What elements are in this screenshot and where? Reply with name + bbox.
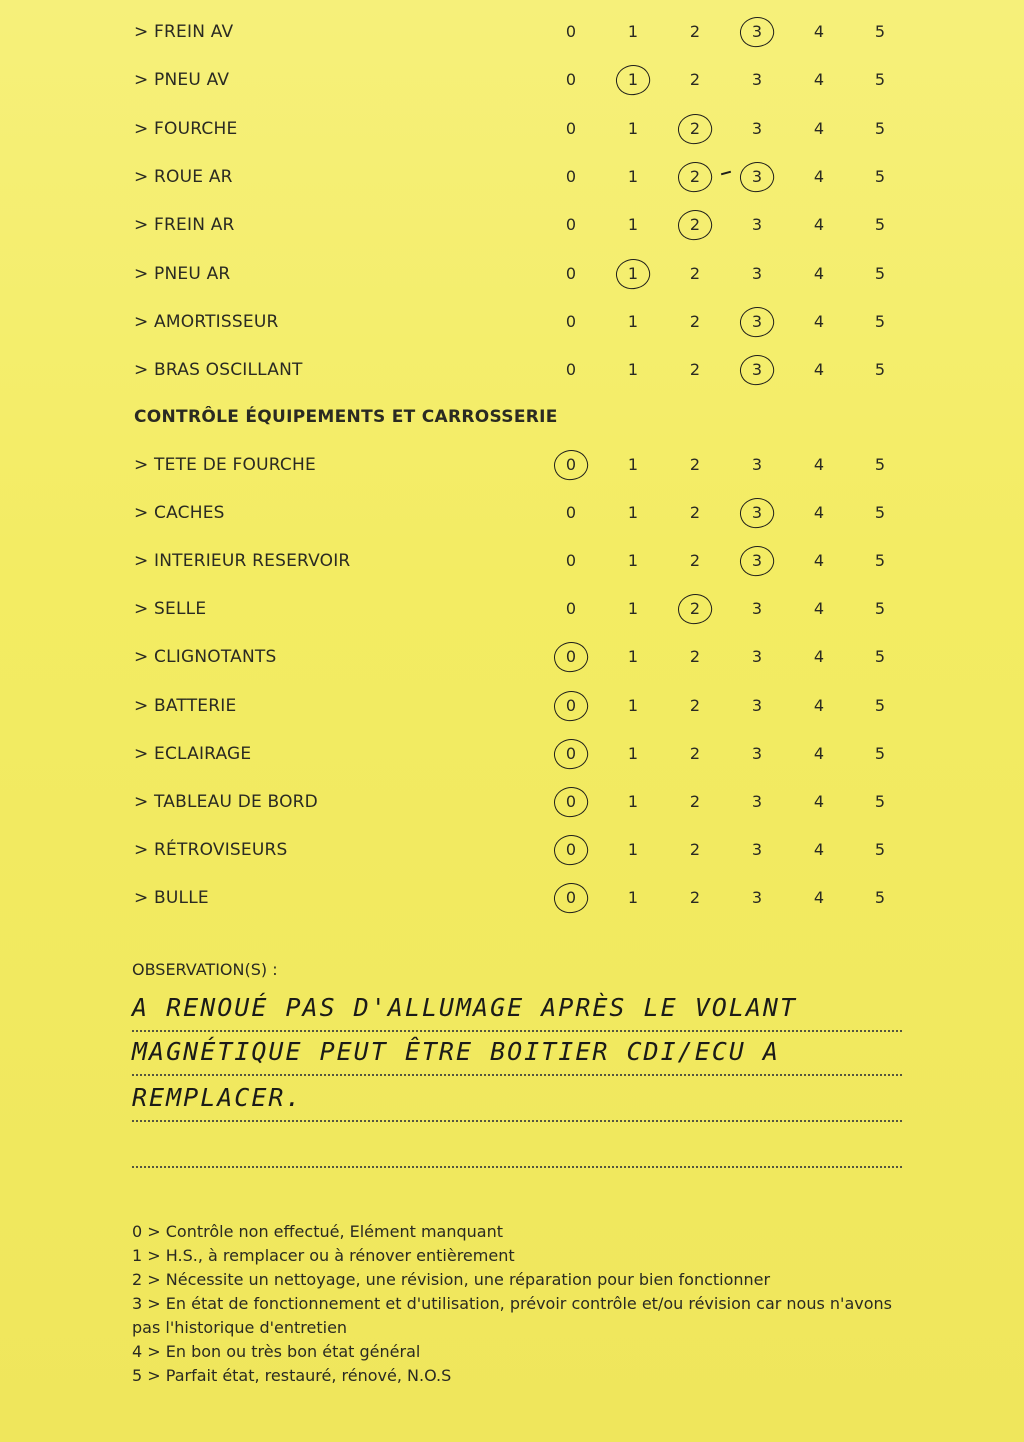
- score-value: 5: [874, 455, 886, 474]
- score-value: 0: [565, 22, 577, 41]
- score-option-2: [683, 691, 707, 721]
- score-option-1: [621, 498, 645, 528]
- score-value: 0: [565, 215, 577, 235]
- score-value: 1: [627, 791, 639, 811]
- score-value: 5: [874, 551, 886, 571]
- score-value: 3: [751, 503, 763, 523]
- rating-row: [0, 259, 1024, 289]
- score-value: 2: [689, 743, 701, 763]
- score-value: 3: [751, 118, 763, 138]
- score-option-5: [868, 259, 892, 289]
- score-option-2: [683, 17, 707, 47]
- score-option-2: [683, 594, 707, 624]
- score-option-2: [683, 114, 707, 144]
- observations-title: OBSERVATION(S) :: [132, 960, 278, 979]
- rating-legend: [132, 1220, 902, 1388]
- rating-row: [0, 210, 1024, 240]
- score-value: 2: [689, 503, 701, 523]
- score-option-5: [868, 307, 892, 337]
- score-value: 2: [689, 311, 701, 331]
- score-value: 0: [565, 695, 577, 715]
- score-option-5: [868, 691, 892, 721]
- score-value: 0: [565, 263, 577, 283]
- score-option-1: [621, 114, 645, 144]
- score-value: 0: [565, 118, 577, 138]
- score-value: 4: [813, 695, 825, 715]
- rating-row-label: > CACHES: [134, 503, 225, 524]
- score-value: 5: [874, 360, 886, 380]
- rating-row-label: > AMORTISSEUR: [134, 311, 279, 332]
- legend-item: 3 > En état de fonctionnement et d'utilisation, prévoir contrôle et/ou révision car nous n'avons pas l'historique d'entretien: [132, 1294, 892, 1337]
- score-value: 3: [751, 887, 763, 907]
- score-value: 2: [689, 599, 701, 619]
- score-option-5: [868, 594, 892, 624]
- score-option-5: [868, 17, 892, 47]
- rating-row: [0, 835, 1024, 865]
- range-dash: [721, 171, 731, 176]
- score-value: 0: [565, 599, 577, 619]
- score-value: 2: [689, 455, 701, 474]
- rating-row-label: > FREIN AR: [134, 215, 235, 236]
- rating-row: [0, 594, 1024, 624]
- score-value: 5: [874, 599, 886, 619]
- score-option-5: [868, 210, 892, 240]
- rating-row: [0, 546, 1024, 576]
- observation-line: MAGNÉTIQUE PEUT ÊTRE BOITIER CDI/ECU A: [132, 1030, 902, 1076]
- score-value: 4: [813, 791, 825, 811]
- score-value: 5: [874, 215, 886, 235]
- score-option-2: [683, 450, 707, 480]
- rating-row-label: > BRAS OSCILLANT: [134, 360, 303, 381]
- score-value: 5: [874, 839, 886, 859]
- score-value: 0: [565, 551, 577, 571]
- score-value: 4: [813, 22, 825, 41]
- score-option-0: [559, 307, 583, 337]
- score-value: 2: [689, 791, 701, 811]
- score-value: 1: [627, 215, 639, 235]
- score-value: 3: [751, 311, 763, 331]
- score-value: 5: [874, 791, 886, 811]
- score-value: 0: [565, 166, 577, 186]
- score-value: 3: [751, 455, 763, 474]
- score-option-4: [807, 594, 831, 624]
- score-option-0: [559, 835, 583, 865]
- rating-row-label: > CLIGNOTANTS: [134, 647, 277, 668]
- score-option-2: [683, 787, 707, 817]
- score-value: 1: [627, 311, 639, 331]
- score-value: 0: [565, 743, 577, 763]
- score-option-3: [745, 307, 769, 337]
- score-option-4: [807, 307, 831, 337]
- score-option-2: [683, 642, 707, 672]
- score-value: 4: [813, 166, 825, 186]
- score-value: 3: [751, 695, 763, 715]
- rating-row-label: > TABLEAU DE BORD: [134, 791, 318, 812]
- rating-row: [0, 642, 1024, 672]
- score-value: 5: [874, 22, 886, 41]
- score-option-2: [683, 65, 707, 95]
- score-option-3: [745, 835, 769, 865]
- legend-item: 2 > Nécessite un nettoyage, une révision, une réparation pour bien fonctionner: [132, 1270, 771, 1289]
- score-option-2: [683, 210, 707, 240]
- score-value: 3: [751, 360, 763, 380]
- score-value: 4: [813, 263, 825, 283]
- score-option-3: [745, 787, 769, 817]
- score-value: 3: [751, 263, 763, 283]
- score-value: 2: [689, 215, 701, 235]
- score-option-2: [683, 883, 707, 913]
- score-value: 5: [874, 695, 886, 715]
- rating-row-label: > TETE DE FOURCHE: [134, 455, 316, 475]
- score-value: 0: [565, 360, 577, 380]
- score-option-0: [559, 355, 583, 385]
- rating-row: [0, 307, 1024, 337]
- score-option-4: [807, 114, 831, 144]
- score-value: 1: [627, 695, 639, 715]
- score-option-3: [745, 210, 769, 240]
- score-option-4: [807, 355, 831, 385]
- score-option-0: [559, 739, 583, 769]
- score-option-1: [621, 546, 645, 576]
- score-value: 0: [565, 839, 577, 859]
- score-option-0: [559, 787, 583, 817]
- score-option-1: [621, 355, 645, 385]
- score-value: 4: [813, 743, 825, 763]
- score-option-0: [559, 594, 583, 624]
- score-option-5: [868, 114, 892, 144]
- rating-row-label: > INTERIEUR RESERVOIR: [134, 551, 351, 572]
- score-value: 4: [813, 215, 825, 235]
- rating-row-label: > FOURCHE: [134, 118, 238, 139]
- rating-row-label: > SELLE: [134, 599, 207, 620]
- rating-row-label: > PNEU AR: [134, 263, 231, 284]
- rating-row-label: > PNEU AV: [134, 70, 230, 91]
- score-value: 4: [813, 887, 825, 907]
- score-value: 1: [627, 887, 639, 907]
- score-option-3: [745, 546, 769, 576]
- score-option-5: [868, 642, 892, 672]
- score-option-1: [621, 835, 645, 865]
- rating-row: [0, 739, 1024, 769]
- score-value: 5: [874, 70, 886, 90]
- score-option-4: [807, 65, 831, 95]
- score-option-1: [621, 594, 645, 624]
- score-value: 5: [874, 887, 886, 907]
- score-option-3: [745, 450, 769, 480]
- score-option-4: [807, 546, 831, 576]
- score-value: 1: [627, 839, 639, 859]
- score-value: 0: [565, 647, 577, 667]
- score-value: 2: [689, 70, 701, 90]
- score-option-0: [559, 162, 583, 192]
- score-value: 5: [874, 118, 886, 138]
- score-value: 3: [751, 791, 763, 811]
- score-option-4: [807, 835, 831, 865]
- score-option-2: [683, 546, 707, 576]
- score-option-5: [868, 162, 892, 192]
- score-option-4: [807, 162, 831, 192]
- score-option-1: [621, 65, 645, 95]
- score-value: 1: [627, 118, 639, 138]
- score-value: 3: [751, 743, 763, 763]
- score-option-4: [807, 642, 831, 672]
- score-option-1: [621, 691, 645, 721]
- score-option-4: [807, 259, 831, 289]
- score-option-0: [559, 642, 583, 672]
- score-option-3: [745, 691, 769, 721]
- score-option-5: [868, 65, 892, 95]
- score-option-4: [807, 210, 831, 240]
- score-value: 3: [751, 839, 763, 859]
- rating-row-label: > FREIN AV: [134, 22, 234, 42]
- score-option-3: [745, 883, 769, 913]
- score-option-1: [621, 162, 645, 192]
- rating-row: [0, 162, 1024, 192]
- score-value: 4: [813, 551, 825, 571]
- score-option-1: [621, 17, 645, 47]
- observation-line: A RENOUÉ PAS D'ALLUMAGE APRÈS LE VOLANT: [132, 986, 902, 1032]
- score-option-5: [868, 498, 892, 528]
- score-option-0: [559, 498, 583, 528]
- score-value: 2: [689, 839, 701, 859]
- score-value: 2: [689, 695, 701, 715]
- score-option-0: [559, 546, 583, 576]
- legend-item: 0 > Contrôle non effectué, Elément manquant: [132, 1222, 503, 1241]
- score-value: 3: [751, 599, 763, 619]
- score-option-3: [745, 65, 769, 95]
- score-value: 1: [627, 22, 639, 41]
- score-value: 1: [627, 551, 639, 571]
- score-value: 2: [689, 887, 701, 907]
- rating-row-label: > BULLE: [134, 887, 209, 908]
- score-value: 2: [689, 263, 701, 283]
- score-option-3: [745, 594, 769, 624]
- score-option-0: [559, 114, 583, 144]
- score-value: 4: [813, 503, 825, 523]
- score-option-1: [621, 259, 645, 289]
- score-option-0: [559, 259, 583, 289]
- score-value: 3: [751, 166, 763, 186]
- observation-line: [132, 1122, 902, 1168]
- score-value: 4: [813, 647, 825, 667]
- score-option-4: [807, 450, 831, 480]
- score-value: 5: [874, 311, 886, 331]
- score-option-5: [868, 450, 892, 480]
- score-value: 3: [751, 22, 763, 41]
- score-value: 4: [813, 70, 825, 90]
- score-value: 0: [565, 455, 577, 474]
- legend-item: 4 > En bon ou très bon état général: [132, 1342, 421, 1361]
- score-value: 3: [751, 215, 763, 235]
- score-value: 4: [813, 311, 825, 331]
- score-value: 1: [627, 455, 639, 474]
- score-value: 5: [874, 647, 886, 667]
- score-value: 4: [813, 360, 825, 380]
- observation-line: REMPLACER.: [132, 1076, 902, 1122]
- score-option-0: [559, 65, 583, 95]
- score-option-1: [621, 307, 645, 337]
- rating-row: [0, 17, 1024, 47]
- score-value: 3: [751, 551, 763, 571]
- score-value: 5: [874, 263, 886, 283]
- score-value: 5: [874, 166, 886, 186]
- score-value: 4: [813, 839, 825, 859]
- rating-row-label: > BATTERIE: [134, 695, 237, 716]
- score-option-3: [745, 642, 769, 672]
- score-option-2: [683, 498, 707, 528]
- rating-row-label: > RÉTROVISEURS: [134, 839, 288, 860]
- score-option-2: [683, 307, 707, 337]
- score-value: 0: [565, 503, 577, 523]
- score-option-4: [807, 17, 831, 47]
- score-option-5: [868, 835, 892, 865]
- score-option-4: [807, 883, 831, 913]
- score-option-3: [745, 162, 769, 192]
- legend-item: 1 > H.S., à remplacer ou à rénover entièrement: [132, 1246, 515, 1265]
- score-option-5: [868, 355, 892, 385]
- score-option-4: [807, 787, 831, 817]
- score-value: 1: [627, 360, 639, 380]
- score-value: 0: [565, 791, 577, 811]
- score-option-2: [683, 739, 707, 769]
- score-value: 1: [627, 263, 639, 283]
- score-value: 1: [627, 70, 639, 90]
- score-option-4: [807, 691, 831, 721]
- score-value: 2: [689, 360, 701, 380]
- score-value: 1: [627, 503, 639, 523]
- score-value: 1: [627, 647, 639, 667]
- score-option-0: [559, 450, 583, 480]
- rating-row: [0, 498, 1024, 528]
- score-option-1: [621, 450, 645, 480]
- score-value: 3: [751, 70, 763, 90]
- rating-row: [0, 65, 1024, 95]
- score-option-3: [745, 259, 769, 289]
- score-option-0: [559, 210, 583, 240]
- score-option-5: [868, 883, 892, 913]
- score-option-1: [621, 739, 645, 769]
- score-option-3: [745, 498, 769, 528]
- score-value: 1: [627, 166, 639, 186]
- score-option-2: [683, 259, 707, 289]
- score-option-0: [559, 883, 583, 913]
- score-option-2: [683, 835, 707, 865]
- score-value: 1: [627, 599, 639, 619]
- score-option-3: [745, 17, 769, 47]
- score-value: 0: [565, 887, 577, 907]
- score-option-0: [559, 17, 583, 47]
- score-value: 1: [627, 743, 639, 763]
- score-option-5: [868, 739, 892, 769]
- score-value: 5: [874, 743, 886, 763]
- score-value: 5: [874, 503, 886, 523]
- rating-row-label: > ECLAIRAGE: [134, 743, 252, 764]
- score-value: 2: [689, 647, 701, 667]
- score-value: 2: [689, 551, 701, 571]
- section-title: CONTRÔLE ÉQUIPEMENTS ET CARROSSERIE: [134, 407, 558, 427]
- score-option-1: [621, 210, 645, 240]
- score-value: 2: [689, 22, 701, 41]
- score-option-1: [621, 883, 645, 913]
- score-option-5: [868, 546, 892, 576]
- score-value: 0: [565, 70, 577, 90]
- score-option-1: [621, 642, 645, 672]
- score-option-4: [807, 498, 831, 528]
- rating-row: [0, 355, 1024, 385]
- rating-row: [0, 787, 1024, 817]
- score-option-1: [621, 787, 645, 817]
- rating-row: [0, 114, 1024, 144]
- score-value: 2: [689, 166, 701, 186]
- score-option-0: [559, 691, 583, 721]
- score-value: 2: [689, 118, 701, 138]
- score-option-3: [745, 355, 769, 385]
- score-option-2: [683, 355, 707, 385]
- rating-row: [0, 883, 1024, 913]
- score-value: 0: [565, 311, 577, 331]
- score-value: 4: [813, 118, 825, 138]
- score-option-4: [807, 739, 831, 769]
- score-option-3: [745, 739, 769, 769]
- score-value: 4: [813, 455, 825, 474]
- score-option-2: [683, 162, 707, 192]
- rating-row-label: > ROUE AR: [134, 166, 233, 187]
- rating-row: [0, 450, 1024, 480]
- score-option-5: [868, 787, 892, 817]
- score-value: 3: [751, 647, 763, 667]
- legend-item: 5 > Parfait état, restauré, rénové, N.O.S: [132, 1366, 452, 1385]
- score-value: 4: [813, 599, 825, 619]
- rating-row: [0, 691, 1024, 721]
- score-option-3: [745, 114, 769, 144]
